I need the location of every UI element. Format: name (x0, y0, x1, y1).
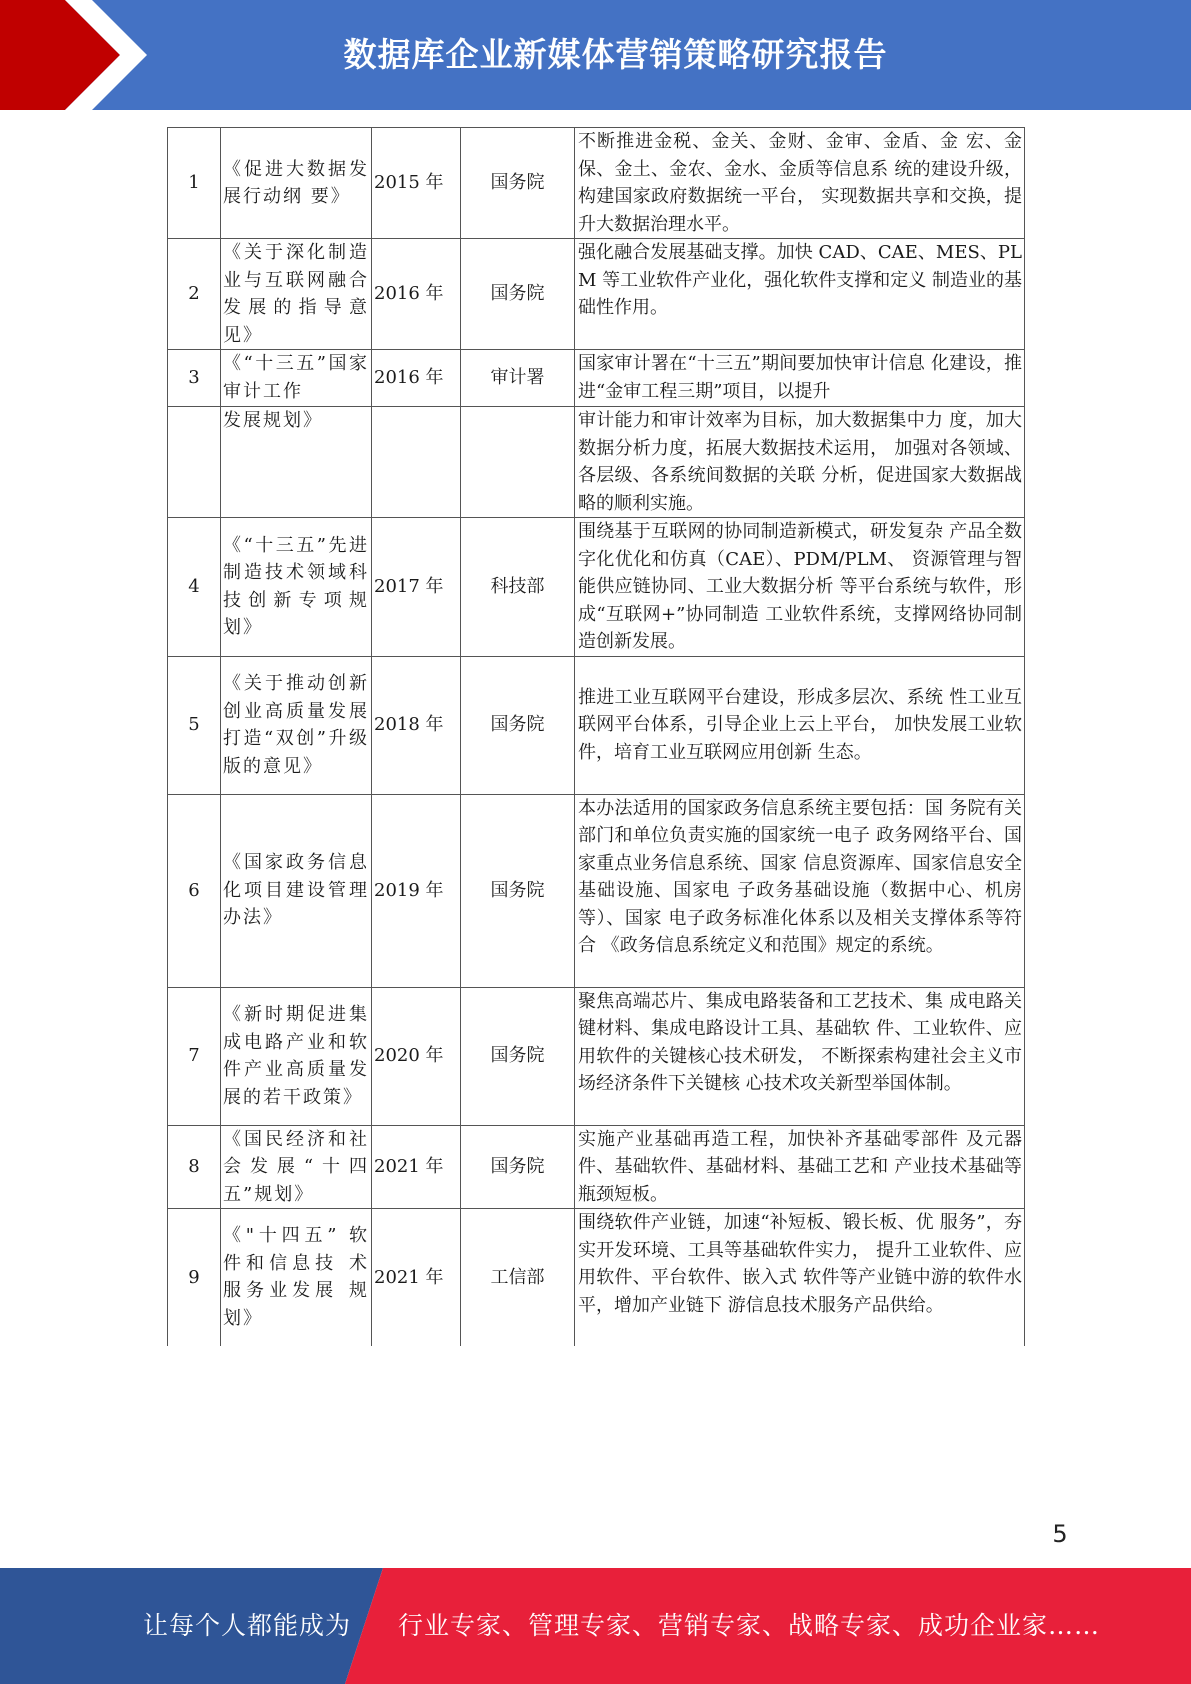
policy-year: 2018 年 (372, 656, 461, 794)
policy-name: 《国民经济和社会发展“十四五”规划》 (221, 1125, 372, 1209)
policy-name: 《关于推动创新创业高质量发展打造“双创”升级版的意见》 (221, 656, 372, 794)
policy-name: 《关于深化制造业与互联网融合发展的指导意见》 (221, 239, 372, 350)
policy-content: 不断推进金税、金关、金财、金审、金盾、金 宏、金保、金土、金农、金水、金质等信息系 统的建设升级，构建国家政府数据统一平台， 实现数据共享和交换，提升大数据治理水平。 (575, 128, 1025, 239)
policy-year: 2016 年 (372, 350, 461, 407)
table-row (168, 128, 1025, 239)
policy-year: 2021 年 (372, 1209, 461, 1346)
table-row (168, 239, 1025, 350)
policy-year: 2021 年 (372, 1125, 461, 1209)
policy-content: 实施产业基础再造工程，加快补齐基础零部件 及元器件、基础软件、基础材料、基础工艺和 产业技术基础等瓶颈短板。 (575, 1125, 1025, 1209)
policy-department: 国务院 (461, 656, 575, 794)
row-number: 4 (168, 518, 221, 657)
row-number: 6 (168, 794, 221, 987)
table-row (168, 350, 1025, 407)
table-row (168, 656, 1025, 794)
policy-name: 《新时期促进集成电路产业和软件产业高质量发展的若干政策》 (221, 987, 372, 1125)
table-row (168, 518, 1025, 657)
footer-slogan-left: 让每个人都能成为 (143, 1611, 352, 1640)
table-row (168, 1125, 1025, 1209)
policy-content: 本办法适用的国家政务信息系统主要包括：国 务院有关部门和单位负责实施的国家统一电子 政务网络平台、国家重点业务信息系统、国家 信息资源库、国家信息安全基础设施、国家电 子政务基础设施（数据中心、机房等）、国家 电子政务标准化体系以及相关支撑体系等符合 《政务信息系统定义和范围》规定的系统。 (575, 794, 1025, 987)
arrow-decoration-icon (0, 0, 160, 110)
policy-name: 《“十三五”先进制造技术领域科技创新专项规划》 (221, 518, 372, 657)
policy-department: 科技部 (461, 518, 575, 657)
policy-year: 2019 年 (372, 794, 461, 987)
policy-department: 审计署 (461, 350, 575, 407)
table-row (168, 1209, 1025, 1346)
footer-banner (0, 1568, 1191, 1684)
report-title: 数据库企业新媒体营销策略研究报告 (343, 35, 888, 74)
policy-year: 2017 年 (372, 518, 461, 657)
policy-year: 2020 年 (372, 987, 461, 1125)
page-number: 5 (1052, 1520, 1068, 1548)
policy-name: 《促进大数据发展行动纲 要》 (221, 128, 372, 239)
policy-department (461, 407, 575, 518)
policy-department: 工信部 (461, 1209, 575, 1346)
policy-department: 国务院 (461, 987, 575, 1125)
policy-content: 强化融合发展基础支撑。加快 CAD、CAE、MES、PLM 等工业软件产业化，强化软件支撑和定义 制造业的基础性作用。 (575, 239, 1025, 350)
table-row (168, 987, 1025, 1125)
policy-year (372, 407, 461, 518)
policy-content: 围绕基于互联网的协同制造新模式，研发复杂 产品全数字化优化和仿真（CAE）、PDM/PLM、 资源管理与智能供应链协同、工业大数据分析 等平台系统与软件，形成“互联网+”协同制造 工业软件系统，支撑网络协同制造创新发展。 (575, 518, 1025, 657)
policy-content: 推进工业互联网平台建设，形成多层次、系统 性工业互联网平台体系，引导企业上云上平台， 加快发展工业软件，培育工业互联网应用创新 生态。 (575, 656, 1025, 794)
policy-department: 国务院 (461, 239, 575, 350)
table-row (168, 794, 1025, 987)
row-number: 2 (168, 239, 221, 350)
policy-year: 2015 年 (372, 128, 461, 239)
table-row (168, 407, 1025, 518)
policy-name: 《“十三五”国家审计工作 (221, 350, 372, 407)
row-number: 9 (168, 1209, 221, 1346)
footer-slogan-right: 行业专家、管理专家、营销专家、战略专家、成功企业家…… (398, 1611, 1101, 1640)
policy-year: 2016 年 (372, 239, 461, 350)
policy-department: 国务院 (461, 128, 575, 239)
policy-department: 国务院 (461, 1125, 575, 1209)
policy-table (167, 127, 1025, 1346)
policy-name: 《国家政务信息化项目建设管理办法》 (221, 794, 372, 987)
policy-name: 《"十四五” 软件和信息技 术服务业发展 规划》 (221, 1209, 372, 1346)
row-number: 3 (168, 350, 221, 407)
row-number: 1 (168, 128, 221, 239)
policy-name: 发展规划》 (221, 407, 372, 518)
policy-table-container (167, 127, 1024, 1346)
policy-department: 国务院 (461, 794, 575, 987)
row-number (168, 407, 221, 518)
policy-content: 聚焦高端芯片、集成电路装备和工艺技术、集 成电路关键材料、集成电路设计工具、基础软 件、工业软件、应用软件的关键核心技术研发， 不断探索构建社会主义市场经济条件下关键核 心技术攻关新型举国体制。 (575, 987, 1025, 1125)
policy-content: 围绕软件产业链，加速“补短板、锻长板、优 服务”，夯实开发环境、工具等基础软件实力， 提升工业软件、应用软件、平台软件、嵌入式 软件等产业链中游的软件水平，增加产业链下 游信息技术服务产品供给。 (575, 1209, 1025, 1346)
row-number: 8 (168, 1125, 221, 1209)
policy-content: 国家审计署在“十三五”期间要加快审计信息 化建设，推进“金审工程三期”项目，以提升 (575, 350, 1025, 407)
row-number: 7 (168, 987, 221, 1125)
row-number: 5 (168, 656, 221, 794)
header-banner (0, 0, 1191, 110)
policy-content: 审计能力和审计效率为目标，加大数据集中力 度，加大数据分析力度，拓展大数据技术运用， 加强对各领域、各层级、各系统间数据的关联 分析，促进国家大数据战略的顺利实施。 (575, 407, 1025, 518)
